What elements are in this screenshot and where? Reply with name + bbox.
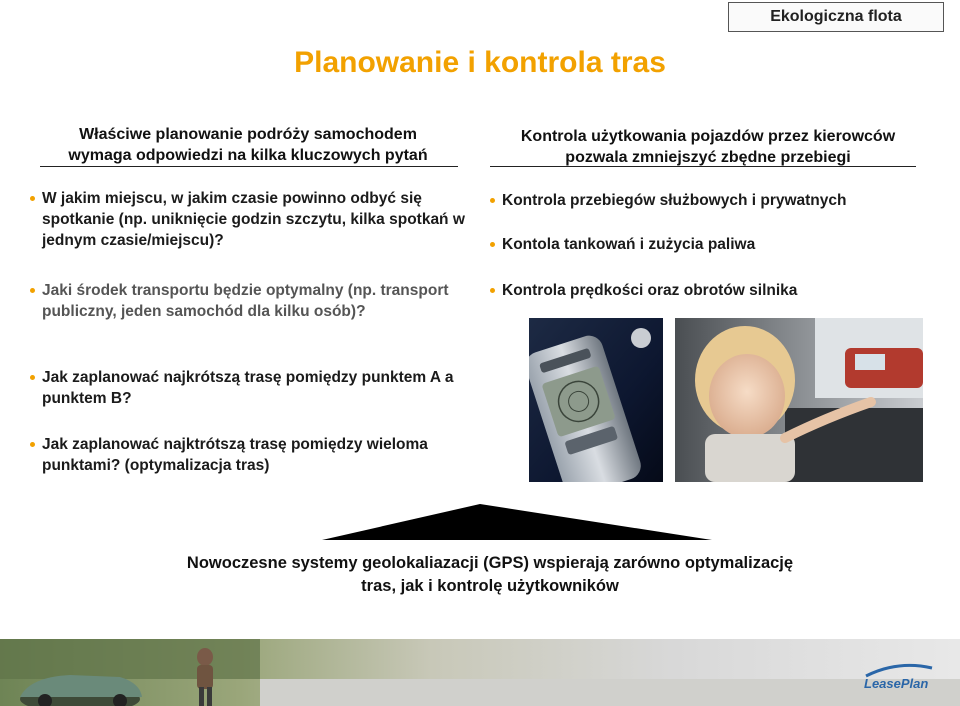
left-bullet-shortest-route (28, 367, 468, 409)
conclusion-line1: Nowoczesne systemy geolokaliazacji (GPS) wspierają zarówno optymalizację (186, 554, 794, 572)
section-tag: Ekologiczna flota (728, 2, 944, 32)
right-heading-line2: pozwala zmniejszyć zbędne przebiegi (565, 149, 851, 166)
bullet-dot-icon (490, 288, 495, 293)
leaseplan-logo (858, 658, 938, 698)
logo-wordmark: LeasePlan (864, 676, 929, 691)
left-bullet-text: Jaki środek transportu będzie optymalny (np. transport publiczny, jeden samochód dla kilku osób)? (42, 282, 449, 320)
bullet-dot-icon (30, 442, 35, 447)
bullet-dot-icon (30, 288, 35, 293)
left-bullet-multi-point (28, 434, 468, 476)
left-heading (24, 124, 472, 166)
footer-photo-band (0, 639, 960, 706)
left-bullet-text: W jakim miejscu, w jakim czasie powinno odbyć się spotkanie (np. uniknięcie godzin szczytu, kilka spotkań w jednym czasie/miejscu)? (42, 190, 465, 249)
right-bullet-text: Kontrola przebiegów służbowych i prywatnych (502, 192, 847, 209)
right-bullet-fuel (488, 234, 938, 255)
right-heading-underline (490, 166, 916, 167)
gps-device-photo (529, 318, 663, 482)
right-bullet-text: Kontrola prędkości oraz obrotów silnika (502, 282, 798, 299)
left-bullet-text: Jak zaplanować najkrótszą trasę pomiędzy punktem A a punktem B? (42, 369, 454, 407)
left-heading-underline (40, 166, 458, 167)
right-bullet-text: Kontola tankowań i zużycia paliwa (502, 236, 756, 253)
right-bullet-speed (488, 280, 938, 301)
right-heading (484, 126, 932, 168)
pointer-arrow (322, 504, 712, 544)
conclusion-line2: tras, jak i kontrolę użytkowników (361, 577, 619, 595)
bullet-dot-icon (30, 375, 35, 380)
right-bullet-mileage (488, 190, 938, 211)
left-bullet-meeting (28, 188, 468, 251)
left-bullet-text: Jak zaplanować najktrótszą trasę pomiędzy wieloma punktami? (optymalizacja tras) (42, 436, 428, 474)
left-bullet-transport (28, 280, 468, 322)
bullet-dot-icon (490, 242, 495, 247)
bullet-dot-icon (490, 198, 495, 203)
left-heading-line2: wymaga odpowiedzi na kilka kluczowych pytań (68, 147, 428, 164)
page-title: Planowanie i kontrola tras (294, 46, 666, 79)
left-heading-line1: Właściwe planowanie podróży samochodem (79, 126, 417, 143)
child-in-car-photo (675, 318, 923, 482)
bullet-dot-icon (30, 196, 35, 201)
right-heading-line1: Kontrola użytkowania pojazdów przez kierowców (520, 128, 896, 145)
conclusion-text (120, 552, 860, 598)
